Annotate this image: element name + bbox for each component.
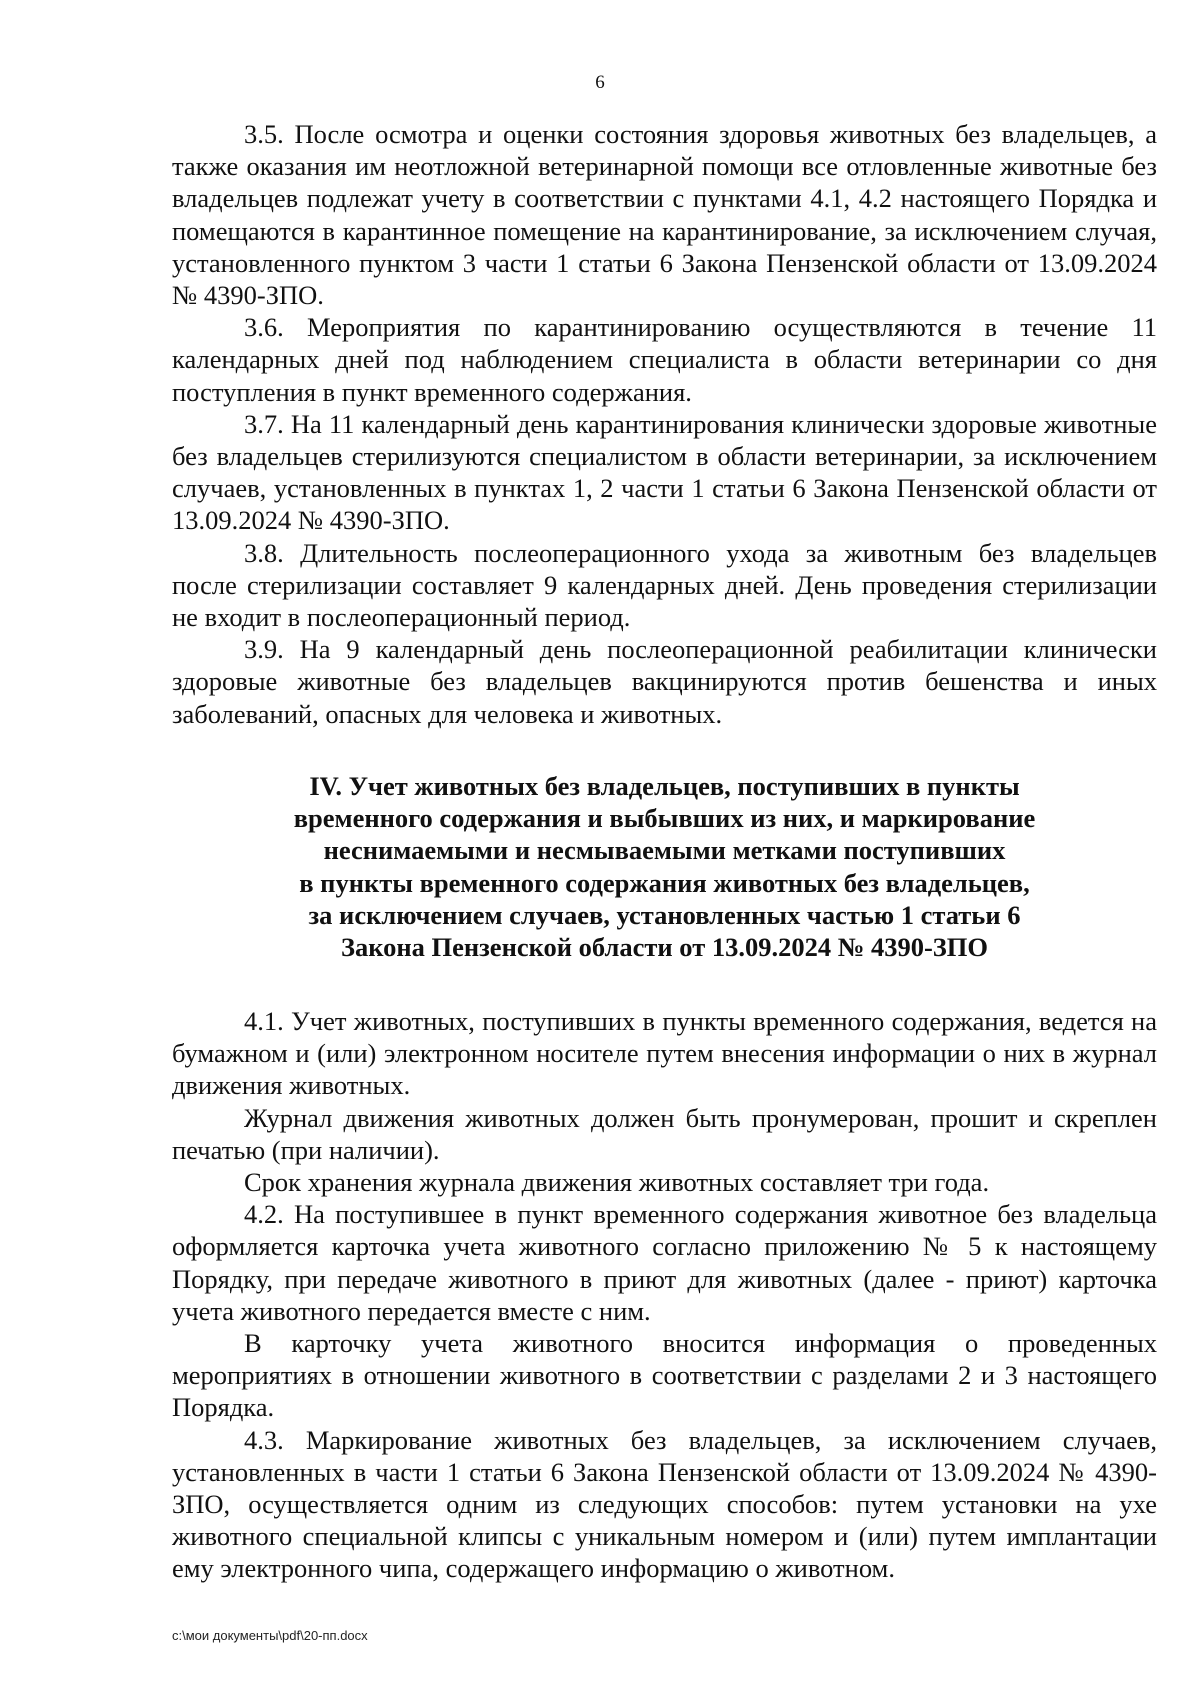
paragraph-4-1: 4.1. Учет животных, поступивших в пункты временного содержания, ведется на бумажном и (или) электронном носителе путем внесения информации о них в журнал движения животных. <box>172 1006 1157 1101</box>
paragraph-journal-numbering: Журнал движения животных должен быть пронумерован, прошит и скреплен печатью (при наличии). <box>172 1102 1157 1165</box>
paragraph-3-5: 3.5. После осмотра и оценки состояния здоровья животных без владельцев, а также оказания им неотложной ветеринарной помощи все отловленные животные без владельцев подлежат учету в соответствии с пунктами 4.1, 4.2 настоящего Порядка и помещаются в карантинное помещение на карантинирование, за исключением случая, установленного пунктом 3 части 1 статьи 6 Закона Пензенской области от 13.09.2024 № 4390-ЗПО. <box>172 119 1157 311</box>
heading-line: Закона Пензенской области от 13.09.2024 № 4390-ЗПО <box>340 932 989 963</box>
heading-line: неснимаемыми и несмываемыми метками поступивших <box>323 835 1006 866</box>
heading-line: временного содержания и выбывших из них, и маркирование <box>293 803 1036 834</box>
heading-line: в пункты временного содержания животных без владельцев, <box>299 867 1030 898</box>
heading-line: за исключением случаев, установленных частью 1 статьи 6 <box>308 899 1021 930</box>
paragraph-4-2: 4.2. На поступившее в пункт временного содержания животное без владельца оформляется карточка учета животного согласно приложению № 5 к настоящему Порядку, при передаче животного в приют для животных (далее - приют) карточка учета животного передается вместе с ним. <box>172 1199 1157 1326</box>
section-4-heading <box>172 770 1157 963</box>
paragraph-3-9: 3.9. На 9 календарный день послеоперационной реабилитации клинически здоровые животные без владельцев вакцинируются против бешенства и иных заболеваний, опасных для человека и животных. <box>172 634 1157 729</box>
paragraph-4-3: 4.3. Маркирование животных без владельцев, за исключением случаев, установленных в части 1 статьи 6 Закона Пензенской области от 13.09.2024 № 4390-ЗПО, осуществляется одним из следующих способов: путем установки на ухе животного специальной клипсы с уникальным номером и (или) путем имплантации ему электронного чипа, содержащего информацию о животном. <box>172 1424 1157 1584</box>
section-3-text <box>172 118 1157 730</box>
paragraph-card-info: В карточку учета животного вносится информация о проведенных мероприятиях в отношении животного в соответствии с разделами 2 и 3 настоящего Порядка. <box>172 1328 1157 1423</box>
footer-file-path: c:\мои документы\pdf\20-пп.docx <box>172 1628 368 1643</box>
paragraph-3-6: 3.6. Мероприятия по карантинированию осуществляются в течение 11 календарных дней под наблюдением специалиста в области ветеринарии со дня поступления в пункт временного содержания. <box>172 312 1157 407</box>
heading-line: IV. Учет животных без владельцев, поступивших в пункты <box>309 771 1020 801</box>
paragraph-3-8: 3.8. Длительность послеоперационного ухода за животным без владельцев после стерилизации составляет 9 календарных дней. День проведения стерилизации не входит в послеоперационный период. <box>172 537 1157 633</box>
paragraph-journal-storage: Срок хранения журнала движения животных составляет три года. <box>244 1167 990 1198</box>
page-number: 6 <box>595 72 605 93</box>
section-4-text <box>172 1005 1157 1585</box>
paragraph-3-7: 3.7. На 11 календарный день карантинирования клинически здоровые животные без владельцев стерилизуются специалистом в области ветеринарии, за исключением случаев, установленных в пунктах 1, 2 части 1 статьи 6 Закона Пензенской области от 13.09.2024 № 4390-ЗПО. <box>172 408 1157 536</box>
